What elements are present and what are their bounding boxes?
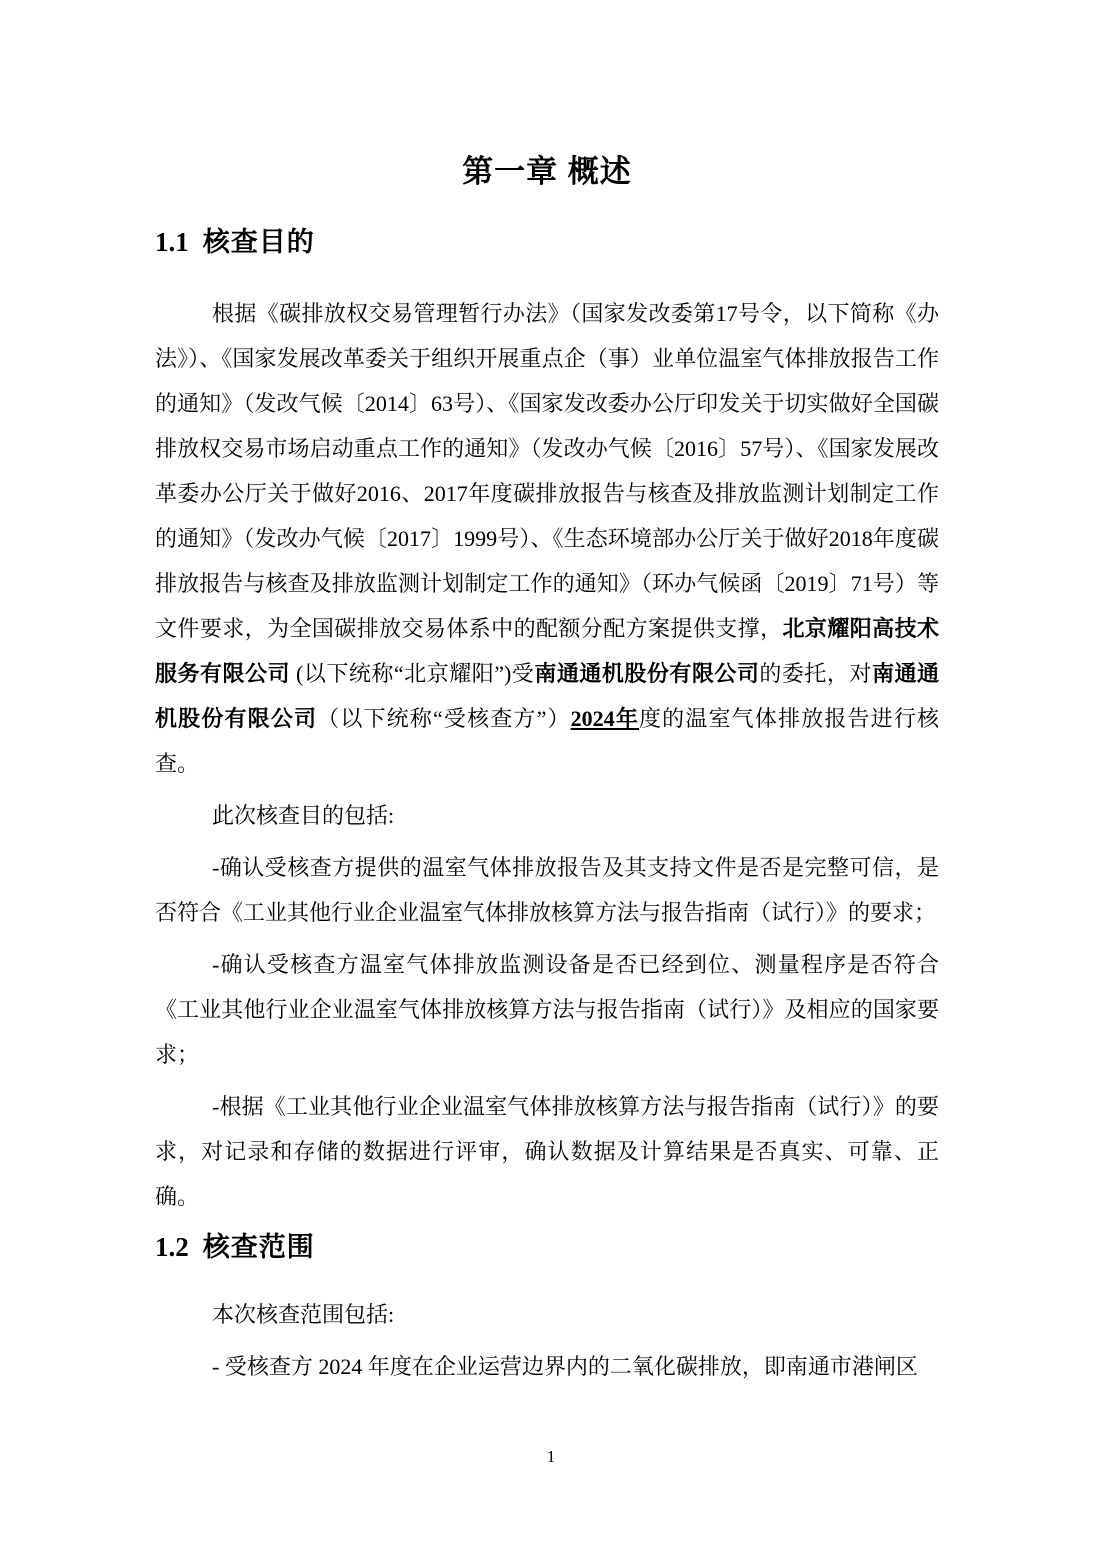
purpose-item: -确认受核查方提供的温室气体排放报告及其支持文件是否是完整可信，是否符合《工业其他行业企业温室气体排放核算方法与报告指南（试行）》的要求； (155, 855, 939, 925)
purpose-item: -确认受核查方温室气体排放监测设备是否已经到位、测量程序是否符合《工业其他行业企业温室气体排放核算方法与报告指南（试行）》及相应的国家要求； (155, 952, 939, 1067)
intro-text-run: 度的温室气体排放报告进行核查。 (155, 706, 939, 776)
section-1-1-number: 1.1 (155, 227, 189, 257)
section-1-2-title: 核查范围 (202, 1232, 315, 1262)
intro-text-run: （以下统称“受核查方”） (317, 706, 571, 731)
section-1-1-heading (155, 226, 939, 259)
report-year: 2024年 (570, 706, 640, 731)
page-number: 1 (546, 1447, 556, 1466)
intro-text-run: 根据《碳排放权交易管理暂行办法》（国家发改委第17号令，以下简称《办法》）、《国家发展改革委关于组织开展重点企（事）业单位温室气体排放报告工作的通知》（发改气候〔2014〕63号）、《国家发改委办公厅印发关于切实做好全国碳排放权交易市场启动重点工作的通知》（发改办气候〔2016〕57号）、《国家发展改革委办公厅关于做好2016、2017年度碳排放报告与核查及排放监测计划制定工作的通知》（发改办气候〔2017〕1999号）、《生态环境部办公厅关于做好2018年度碳排放报告与核查及排放监测计划制定工作的通知》（环办气候函〔2019〕71号）等文件要求，为全国碳排放交易体系中的配额分配方案提供支撑， (155, 301, 939, 641)
client-company-name: 南通通机股份有限公司 (155, 661, 939, 731)
section-1-1-title: 核查目的 (202, 227, 315, 257)
purpose-lead: 此次核查目的包括: (212, 803, 395, 828)
section-1-2-number: 1.2 (155, 1232, 189, 1262)
verification-body-name: 北京耀阳高技术服务有限公司 (155, 616, 939, 686)
page-content (155, 0, 939, 1389)
scope-item: - 受核查方 2024 年度在企业运营边界内的二氧化碳排放，即南通市港闸区 (212, 1354, 918, 1379)
intro-text-run: 的委托，对 (759, 661, 872, 686)
intro-paragraph (155, 291, 939, 786)
client-company-name: 南通通机股份有限公司 (534, 661, 760, 686)
intro-text-run: (以下统称“北京耀阳”)受 (290, 661, 535, 686)
chapter-title: 第一章 概述 (462, 154, 632, 189)
scope-lead: 本次核查范围包括: (212, 1302, 395, 1327)
purpose-item: -根据《工业其他行业企业温室气体排放核算方法与报告指南（试行）》的要求，对记录和存储的数据进行评审，确认数据及计算结果是否真实、可靠、正确。 (155, 1094, 939, 1209)
section-1-2-heading (155, 1231, 939, 1264)
